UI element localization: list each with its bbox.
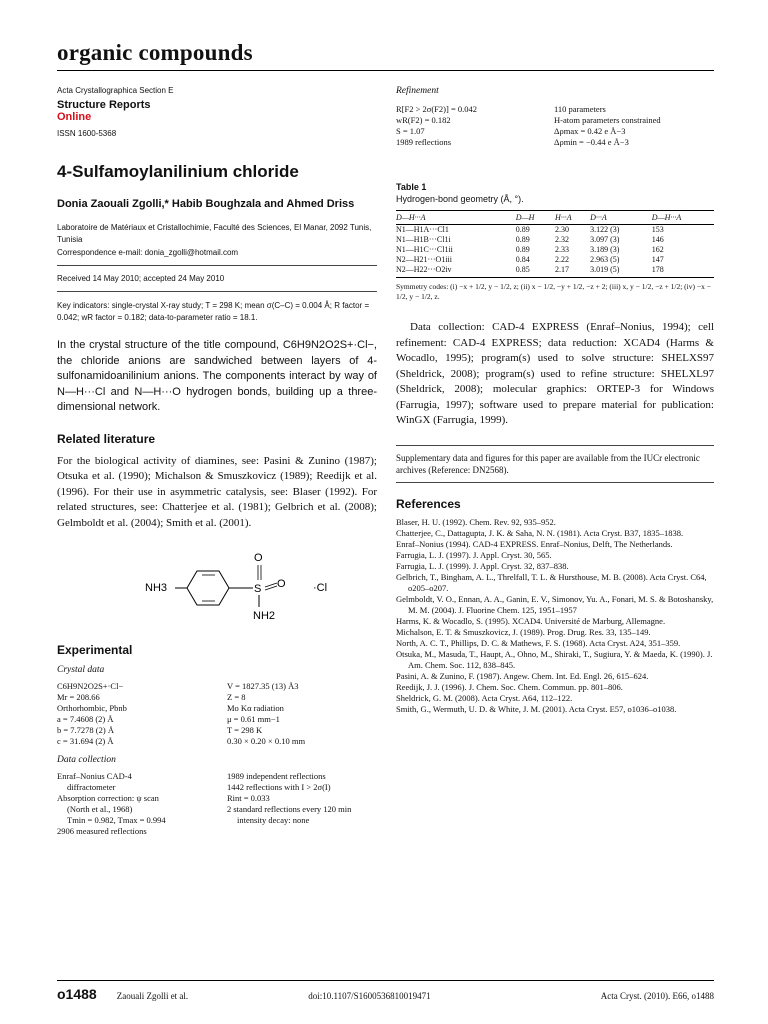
table-header: D—H···A [652,211,714,225]
table-row [396,235,714,245]
table-cell: 3.122 (3) [590,225,620,234]
table-cell: 0.89 [515,245,530,254]
chemical-scheme [57,543,377,627]
table-header: D···A [590,211,652,225]
correspondence-email[interactable]: Correspondence e-mail: donia_zgolli@hotmail.com [57,248,239,257]
journal-section-title: organic compounds [57,40,253,65]
crystal-line: a = 7.4608 (2) Å [57,714,114,724]
sulfur-label: S [254,583,262,595]
oxygen-label-top: O [254,552,263,564]
reference-item: Enraf–Nonius (1994). CAD-4 EXPRESS. Enraf–Nonius, Delft, The Netherlands. [396,538,673,549]
crystal-data-heading: Crystal data [57,665,105,675]
table-cell: 162 [651,245,664,254]
supplementary-note: Supplementary data and figures for this paper are available from the IUCr electronic archives (Reference: DN2568). [396,445,714,483]
benzene-ring [187,571,229,605]
refinement-line: R[F2 > 2σ(F2)] = 0.042 [396,104,477,114]
table-cell: 0.84 [515,255,530,264]
crystal-data [57,681,377,747]
table-cell: 2.30 [554,225,569,234]
table-cell: N2—H21···O1iii [396,255,452,264]
table-cell: 2.963 (5) [590,255,620,264]
affiliation: Laboratoire de Matériaux et Cristallochimie, Faculté des Sciences, El Manar, 2092 Tunis, Tunisia [57,223,372,244]
table-cell: 2.17 [555,265,590,278]
table-row [396,225,714,236]
crystal-line: b = 7.7278 (2) Å [57,725,114,735]
divider [57,291,377,292]
refinement-line: 1989 reflections [396,137,451,147]
table-cell: 2.32 [554,235,569,244]
references-heading: References [396,496,461,511]
collection-line: intensity decay: none [237,815,310,825]
reference-item: Michalson, E. T. & Smuszkovicz, J. (1989). Prog. Drug. Res. 33, 135–149. [396,626,651,637]
table-cell: N1—H1C···Cl1ii [396,245,453,254]
table-cell: 3.019 (5) [590,265,652,278]
crystal-line: μ = 0.61 mm−1 [227,714,280,724]
crystal-line: Mo Kα radiation [227,703,284,713]
collection-line: 1442 reflections with I > 2σ(I) [227,782,331,792]
page-number: o1488 [57,986,97,1002]
reference-item: Gelbrich, T., Bingham, A. L., Threlfall, T. L. & Hursthouse, M. B. (2008). Acta Cryst. C64, o205–o207. [396,571,707,593]
reference-item: Gelmboldt, V. O., Ennan, A. A., Ganin, E. V., Simonov, Yu. A., Fonari, M. S. & Botoshansky, M. M. (2004). J. Fluorine Chem. 125, 1951–1957 [396,593,714,615]
refinement-line: S = 1.07 [396,126,425,136]
refinement-line: wR(F2) = 0.182 [396,115,451,125]
table-header: D—H···A [396,211,516,225]
collection-line: Tmin = 0.982, Tmax = 0.994 [67,815,166,825]
table-caption: Hydrogen-bond geometry (Å, °). [396,194,524,204]
collection-line: Absorption correction: ψ scan [57,793,159,803]
refinement-data [396,104,714,148]
data-collection-heading: Data collection [57,755,116,765]
nh3-label: NH3 [145,582,168,594]
reference-item: Smith, G., Wermuth, U. D. & White, J. M. (2001). Acta Cryst. E57, o1036–o1038. [396,703,677,714]
collection-line: diffractometer [67,782,116,792]
collection-line: 2 standard reflections every 120 min [227,804,352,814]
reference-item: Reedijk, J. J. (1996). J. Chem. Soc. Chem. Commun. pp. 801–806. [396,681,623,692]
online-label: Online [57,111,92,123]
table-cell: N1—H1B···Cl1i [396,235,451,244]
crystal-line: 0.30 × 0.20 × 0.10 mm [227,736,306,746]
received-dates: Received 14 May 2010; accepted 24 May 2010 [57,274,225,283]
crystal-line: V = 1827.35 (13) Å3 [227,681,299,691]
crystal-line: C6H9N2O2S+·Cl− [57,681,124,691]
related-literature-heading: Related literature [57,431,156,446]
table-cell: 0.89 [515,225,530,234]
crystal-line: Mr = 208.66 [57,692,100,702]
table-cell: 3.097 (3) [590,235,620,244]
collection-line: 2906 measured reflections [57,826,147,836]
table-row [396,255,714,265]
table-row [396,265,714,278]
divider [57,265,377,266]
oxygen-label-right: O [277,578,286,590]
issn: ISSN 1600-5368 [57,129,117,138]
refinement-heading: Refinement [396,86,439,96]
reference-item: Chatterjee, C., Dattagupta, J. K. & Saha, N. N. (1981). Acta Cryst. B37, 1835–1838. [396,527,684,538]
reference-item: North, A. C. T., Phillips, D. C. & Mathews, F. S. (1968). Acta Cryst. A24, 351–359. [396,637,681,648]
refinement-line: 110 parameters [554,104,606,114]
experimental-heading: Experimental [57,643,133,657]
series-title: Structure Reports [57,99,151,111]
reference-item: Blaser, H. U. (1992). Chem. Rev. 92, 935–952. [396,516,556,527]
structure-diagram [57,543,377,627]
header-rule [57,70,714,71]
reference-item: Harms, K. & Wocadlo, S. (1995). XCAD4. Université de Marburg, Allemagne. [396,615,666,626]
table-cell: N2—H22···O2iv [396,265,516,278]
left-column [57,86,377,837]
table-cell: 2.22 [554,255,569,264]
data-collection [57,771,377,837]
page-footer [57,986,714,1002]
reference-item: Farrugia, L. J. (1997). J. Appl. Cryst. 30, 565. [396,549,552,560]
key-indicators: Key indicators: single-crystal X-ray study; T = 298 K; mean σ(C–C) = 0.004 Å; R factor = 0.042; wR factor = 0.182; data-to-parameter ratio = 18.1. [57,301,370,322]
collection-line: 1989 independent reflections [227,771,326,781]
table-row [396,245,714,255]
refinement-line: H-atom parameters constrained [554,115,661,125]
footer-citation: Acta Cryst. (2010). E66, o1488 [600,991,714,1001]
crystal-line: Z = 8 [227,692,246,702]
table-cell: 153 [651,225,664,234]
table-label: Table 1 [396,182,427,192]
collection-line: (North et al., 1968) [67,804,133,814]
reference-item: Pasini, A. & Zunino, F. (1987). Angew. Chem. Int. Ed. Engl. 26, 615–624. [396,670,649,681]
table-cell: 0.85 [516,265,555,278]
data-collection-text: Data collection: CAD-4 EXPRESS (Enraf–Nonius, 1994); cell refinement: CAD-4 EXPRESS; data reduction: XCAD4 (Harms & Wocadlo, 1995); program(s) used to solve structure: SHELXS97 (Sheldrick, 2008); program(s) used to refine structure: SHELXL97 (Sheldrick, 2008); molecular graphics: ORTEP-3 for Windows (Farrugia, 1997); software used to prepare material for publication: WinGX (Farrugia, 1999). [396,321,714,426]
reference-item: Otsuka, M., Masuda, T., Haupt, A., Ohno, M., Shiraki, T., Sugiura, Y. & Maeda, K. (1990). J. Am. Chem. Soc. 112, 838–845. [396,648,713,670]
collection-line: Rint = 0.033 [227,793,270,803]
journal-name: Acta Crystallographica Section E [57,86,174,95]
collection-line: Enraf–Nonius CAD-4 [57,771,132,781]
right-column [396,86,714,715]
table-cell: 0.89 [515,235,530,244]
hydrogen-bond-table [396,210,714,278]
crystal-line: c = 31.694 (2) Å [57,736,114,746]
table-header: D—H [516,211,555,225]
related-literature-text: For the biological activity of diamines, see: Pasini & Zunino (1987); Otsuka et al. (1990); Michalson & Smuszkovicz (1989); Reedijk et al. (1996). For their use in asymmetric catalysis, see: Blaser (1992). For related structures, see: Chatterjee et al. (1981); Gelbrich et al. (2008); Gelmboldt et al. (2004); Smith et al. (2001). [57,454,377,529]
authors: Donia Zaouali Zgolli,* Habib Boughzala and Ahmed Driss [57,198,355,210]
reference-item: Sheldrick, G. M. (2008). Acta Cryst. A64, 112–122. [396,692,573,703]
footer-authors: Zaouali Zgolli et al. [116,991,189,1001]
nh2-label: NH2 [253,610,276,622]
crystal-line: T = 298 K [227,725,263,735]
table-cell: 147 [651,255,664,264]
abstract: In the crystal structure of the title compound, C6H9N2O2S+·Cl−, the chloride anions are sandwiched between layers of 4-sulfonamidoanilinium anions. The components interact by way of N—H···Cl and N—H···O hydrogen bonds, building up a three-dimensional network. [57,339,377,413]
table-cell: N1—H1A···Cl1 [396,225,449,234]
symmetry-codes: Symmetry codes: (i) −x + 1/2, y − 1/2, z; (ii) x − 1/2, −y + 1/2, −z + 2; (iii) x, y − 1/2, −z + 1/2; (iv) −x − 1/2, y − 1/2, z. [396,282,711,301]
reference-item: Farrugia, L. J. (1999). J. Appl. Cryst. 32, 837–838. [396,560,569,571]
table-cell: 146 [651,235,664,244]
article-title: 4-Sulfamoylanilinium chloride [57,162,299,181]
table-header: H···A [555,211,590,225]
refinement-line: Δρmax = 0.42 e Å−3 [554,126,626,136]
table-cell: 3.189 (3) [590,245,620,254]
chloride-label: ·Cl [313,582,328,594]
footer-rule [57,980,714,981]
footer-doi[interactable]: doi:10.1107/S1600536810019471 [308,991,431,1001]
refinement-line: Δρmin = −0.44 e Å−3 [554,137,629,147]
table-cell: 178 [652,265,714,278]
crystal-line: Orthorhombic, Pbnb [57,703,127,713]
table-cell: 2.33 [554,245,569,254]
references-list [396,517,714,715]
